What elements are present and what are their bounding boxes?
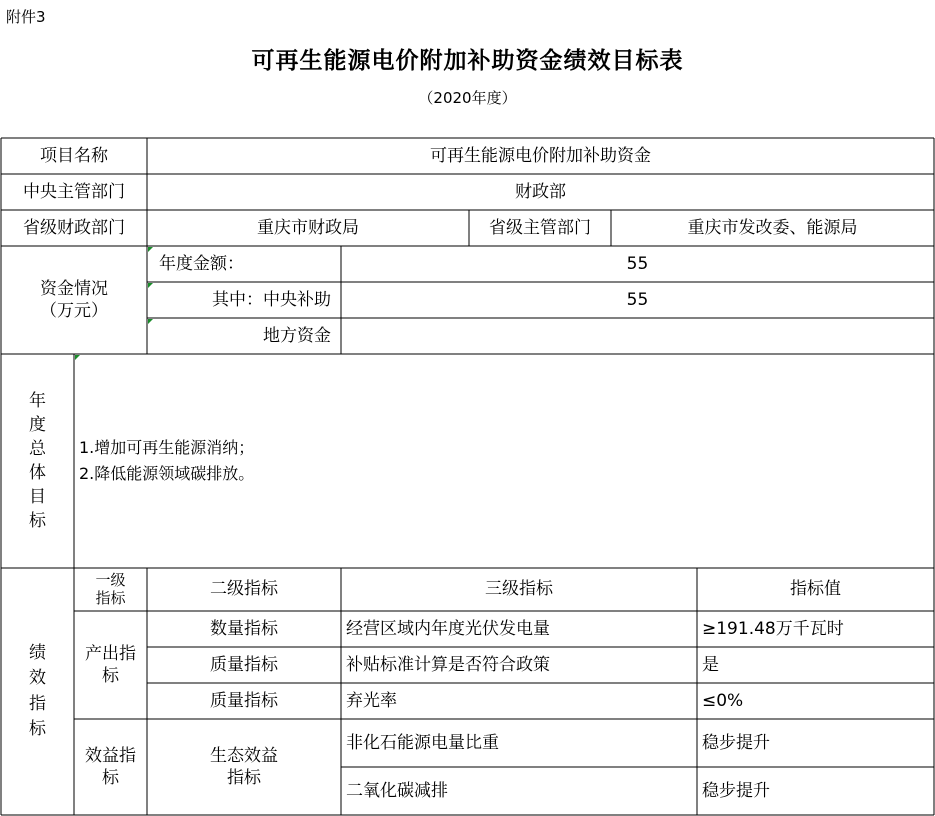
- perf-label-char: 绩: [29, 642, 46, 663]
- perf-label-char: 指: [29, 693, 46, 714]
- header-level3: 三级指标: [485, 579, 553, 600]
- provincial-finance-value: 重庆市财政局: [257, 217, 359, 238]
- annual-goal-label-char: 标: [29, 511, 46, 532]
- table-row-value: ≤0%: [702, 690, 744, 711]
- annual-goal-label-char: 目: [29, 487, 46, 508]
- annual-goal-label-char: 年: [29, 390, 46, 411]
- table-row-value: 稳步提升: [702, 732, 770, 753]
- table-row-value: 稳步提升: [702, 780, 770, 801]
- provincial-dept-label: 省级主管部门: [489, 217, 591, 238]
- annual-goal-label-char: 体: [29, 463, 46, 483]
- annual-amount-value: 55: [626, 253, 649, 274]
- table-row-value: ≥191.48万千瓦时: [702, 618, 844, 639]
- annual-goal-item: 2.降低能源领域碳排放。: [79, 464, 255, 483]
- annual-amount-label: 年度金额：: [159, 253, 244, 274]
- annual-goal-item: 1.增加可再生能源消纳；: [79, 437, 255, 457]
- local-funds-value: [341, 318, 934, 354]
- project-name-value: 可再生能源电价附加补助资金: [430, 145, 651, 166]
- funds-label-line2: （万元）: [40, 301, 108, 321]
- header-level1-line2: 指标: [95, 588, 126, 607]
- annual-goal-label-char: 度: [29, 414, 46, 435]
- table-row-level3: 弃光率: [346, 690, 397, 711]
- benefit-indicator-label: [74, 719, 147, 815]
- header-level1-line1: 一级: [95, 571, 126, 590]
- header-level2: 二级指标: [210, 579, 278, 600]
- table-row-level2: 质量指标: [210, 654, 278, 675]
- page-title: 可再生能源电价附加补助资金绩效目标表: [251, 48, 684, 74]
- provincial-dept-value: 重庆市发改委、能源局: [687, 217, 858, 238]
- table-row-level3: 补贴标准计算是否符合政策: [346, 654, 550, 675]
- table-row-level2: 数量指标: [210, 618, 278, 639]
- page-subtitle: （2020年度）: [418, 89, 517, 107]
- central-subsidy-label: 其中：中央补助: [212, 289, 331, 310]
- table-row-level3: 非化石能源电量比重: [346, 732, 499, 753]
- benefit-label-line1: 效益指: [85, 745, 136, 766]
- header-value: 指标值: [790, 579, 841, 600]
- table-row-level3: 二氧化碳减排: [346, 780, 448, 801]
- output-label-line1: 产出指: [85, 643, 136, 664]
- eco-benefit-label: [147, 719, 341, 815]
- annual-goal-label: [1, 354, 74, 568]
- annual-goal-label-char: 总: [29, 438, 46, 459]
- funds-label: [1, 246, 147, 354]
- eco-label-line2: 指标: [227, 768, 261, 788]
- project-name-label: 项目名称: [40, 145, 108, 166]
- annual-goals: [74, 354, 934, 568]
- central-dept-label: 中央主管部门: [23, 181, 125, 202]
- output-label-line2: 标: [102, 666, 119, 686]
- header-level1: [74, 568, 147, 611]
- central-subsidy-value: 55: [626, 289, 649, 310]
- table-row-level3: 经营区域内年度光伏发电量: [346, 618, 550, 639]
- table-row-level2: 质量指标: [210, 690, 278, 711]
- local-funds-label: 地方资金: [263, 325, 331, 346]
- annex-label: 附件3: [6, 8, 46, 26]
- benefit-label-line2: 标: [102, 768, 119, 788]
- funds-label-line1: 资金情况: [40, 278, 108, 299]
- perf-label-char: 标: [29, 719, 46, 739]
- table-row-value: 是: [702, 654, 719, 675]
- central-dept-value: 财政部: [515, 181, 566, 202]
- perf-indicators-label: [1, 568, 74, 815]
- perf-label-char: 效: [29, 668, 46, 688]
- eco-label-line1: 生态效益: [210, 745, 278, 766]
- output-indicator-label: [74, 611, 147, 719]
- provincial-finance-label: 省级财政部门: [23, 217, 125, 238]
